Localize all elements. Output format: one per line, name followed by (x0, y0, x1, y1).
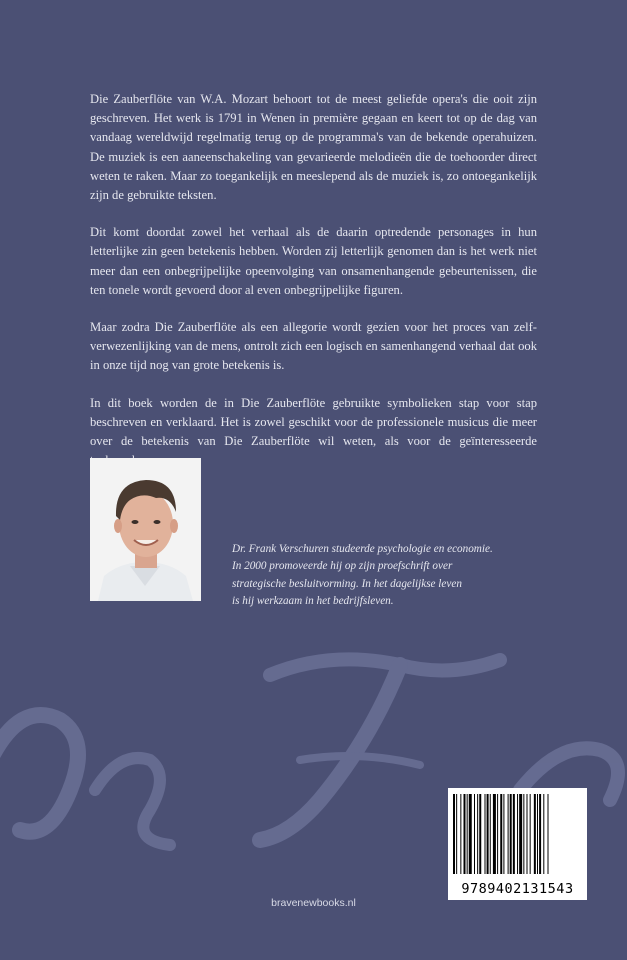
barcode-bar (527, 794, 528, 874)
barcode-bar (469, 794, 472, 874)
barcode-bar (453, 794, 455, 874)
barcode-bar (500, 794, 502, 874)
author-portrait-image (90, 458, 201, 601)
barcode-bar (523, 794, 524, 874)
blurb-paragraph: In dit boek worden de in Die Zauberflöte gebruikte symbolieken stap voor stap beschreven en verklaard. Het is zowel geschikt voor de professionele musicus die meer over de betekenis van Die Zauberflöte wil weten, als voor de geïnteresseerde (90, 395, 537, 449)
barcode-bar (517, 794, 518, 874)
barcode-bar (474, 794, 475, 874)
barcode-bar (548, 794, 549, 874)
barcode-bar (485, 794, 486, 874)
barcode-bar (477, 794, 478, 874)
author-bio (232, 541, 532, 611)
barcode-bar (530, 794, 531, 874)
barcode-bar (543, 794, 544, 874)
barcode-bar (519, 794, 522, 874)
isbn-digits: 9789402131543 (461, 881, 574, 897)
barcode-bar (464, 794, 466, 874)
barcode-bar (493, 794, 496, 874)
barcode-bar (513, 794, 515, 874)
barcode-bar (537, 794, 538, 874)
barcode-bar (508, 794, 509, 874)
author-bio-line: is hij werkzaam in het bedrijfsleven. (232, 595, 394, 608)
publisher-url: bravenewbooks.nl (271, 897, 356, 909)
barcode-bar (456, 794, 457, 874)
author-bio-line: Dr. Frank Verschuren studeerde psychologie en economie. (232, 543, 493, 555)
barcode-bar (479, 794, 481, 874)
barcode-bar (497, 794, 498, 874)
barcode-bar (460, 794, 461, 874)
barcode-bar (510, 794, 512, 874)
barcode-bar (490, 794, 491, 874)
isbn-barcode (448, 788, 587, 900)
blurb-paragraph: Dit komt doordat zowel het verhaal als de daarin optredende personages in hun letterlijke zin geen betekenis hebben. Worden zij letterlijk genomen dan is het werk niet meer dan een onbegrijpelijke opeenvolging van onsamenhangende gebeurtenissen, die ten tonele wordt gevoerd door al even onbegrijpelijke figuren. (90, 225, 537, 297)
barcode-bar (539, 794, 541, 874)
barcode-bar (467, 794, 468, 874)
barcode-bar (534, 794, 536, 874)
author-bio-line: strategische besluitvorming. In het dagelijkse leven (232, 577, 462, 590)
blurb-paragraph: Maar zodra Die Zauberflöte als een allegorie wordt gezien voor het proces van zelf-verwezenlijking van de mens, ontrolt zich een logisch en samenhangend verhaal dat ook in onze tijd nog van grote betekenis is. (90, 320, 537, 373)
blurb-paragraph: Die Zauberflöte van W.A. Mozart behoort tot de meest geliefde opera's die ooit zijn geschreven. Het werk is 1791 in Wenen in première gegaan en keert tot op de dag van vandaag wereldwijd regelmatig terug op de programma's van de bekende operahuizen. De muziek is een aaneenschakeling van gevarieerde melodieën die de toehoorder direct weten te raken. Maar zo toegankelijk en meeslepend als de muziek is, zo ontoegankelijk zijn de gebruikte teksten. (90, 92, 537, 203)
author-bio-line: In 2000 promoveerde hij op zijn proefschrift over (232, 560, 453, 573)
barcode-bar (503, 794, 504, 874)
blurb-text (90, 90, 537, 488)
barcode-bar (487, 794, 489, 874)
barcode-bars (448, 788, 587, 878)
author-photo (90, 458, 201, 601)
